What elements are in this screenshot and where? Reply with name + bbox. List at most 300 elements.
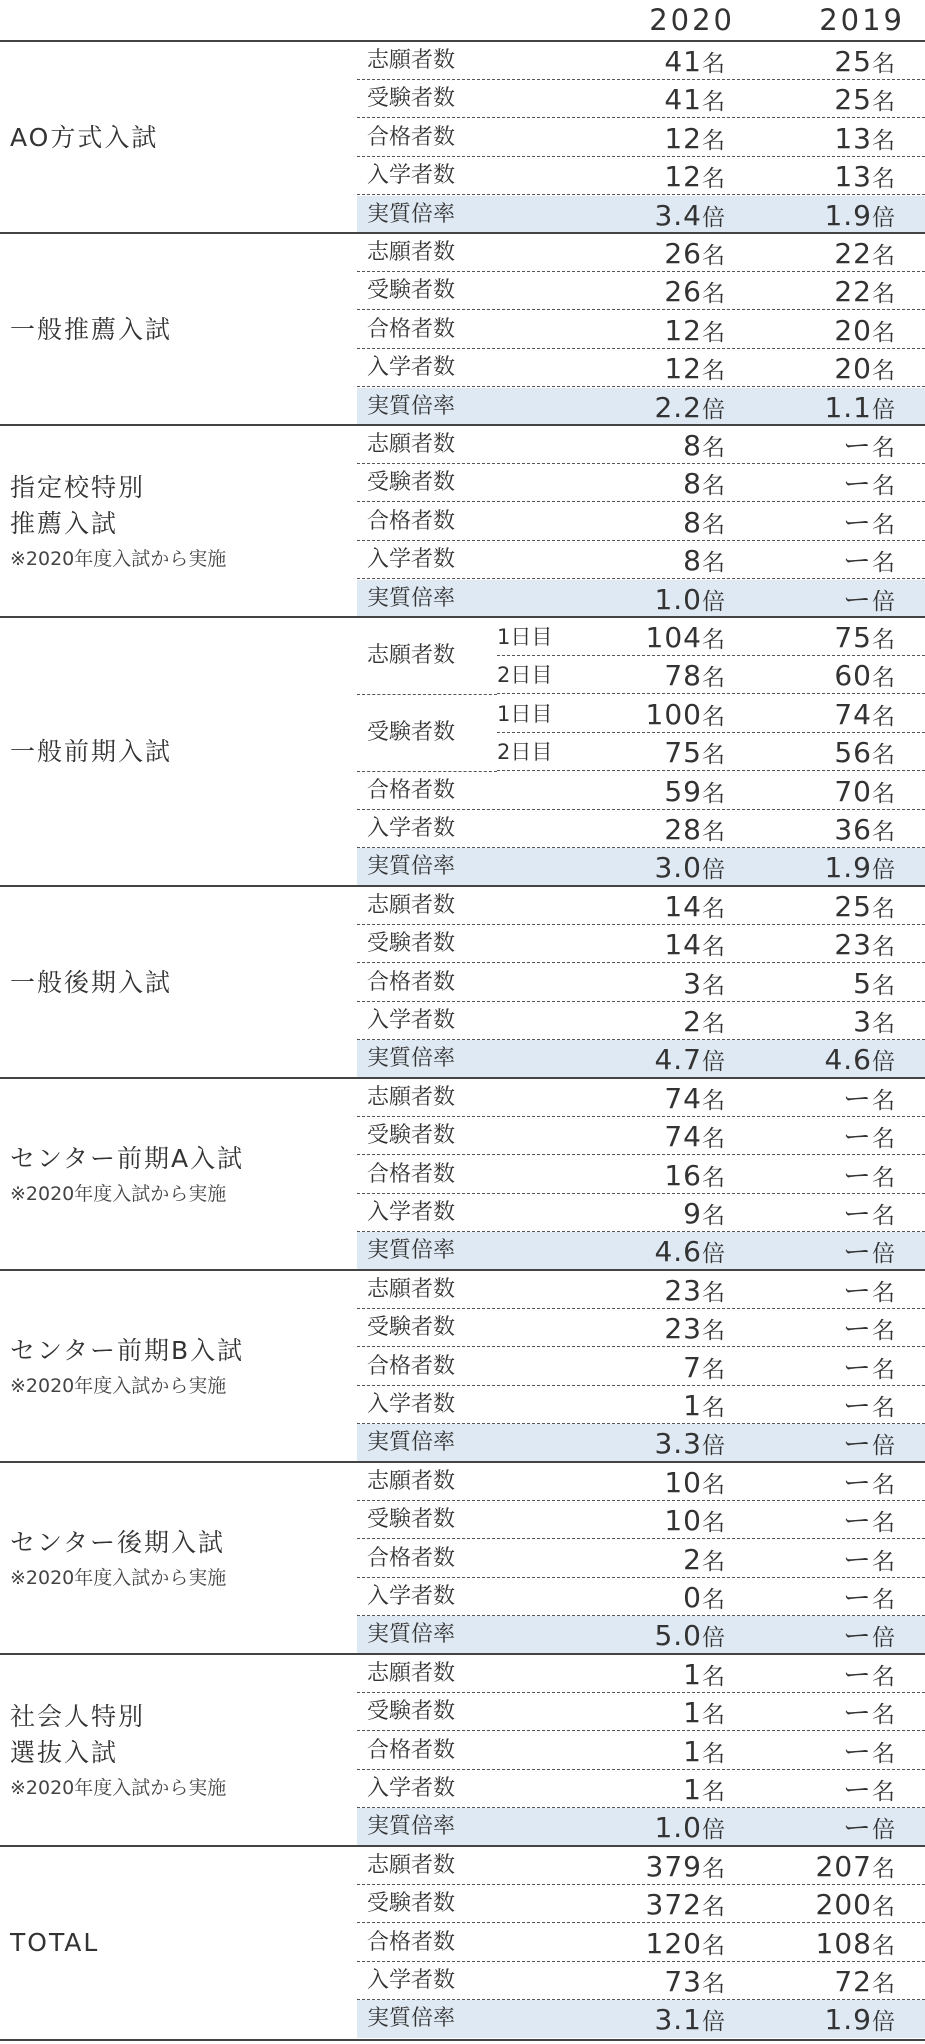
value-2019 <box>735 1578 895 1622</box>
row-label: 志願者数 <box>367 48 456 73</box>
value-number: 16 <box>664 1158 702 1192</box>
table-row <box>357 234 925 272</box>
section-title: 一般前期入試 <box>10 737 173 767</box>
row-label: 受験者数 <box>367 1699 456 1725</box>
value-number: 5.0 <box>654 1619 702 1653</box>
row-label: 受験者数 <box>367 1507 456 1533</box>
table-row <box>357 1770 925 1808</box>
value-2020 <box>525 464 725 508</box>
value-unit: 名 <box>872 1087 895 1114</box>
value-number: 0 <box>683 1580 702 1614</box>
value-number: 108 <box>815 1926 872 1960</box>
section-name <box>10 120 355 156</box>
row-label: 合格者数 <box>367 777 456 803</box>
table-row <box>357 1847 925 1885</box>
value-unit: 名 <box>872 550 895 577</box>
ratio-row <box>357 848 925 886</box>
value-unit: 倍 <box>702 588 725 615</box>
value-unit: 倍 <box>872 857 895 884</box>
section-name <box>10 1699 355 1803</box>
value-unit: 名 <box>872 1394 895 1421</box>
value-unit: 名 <box>702 1702 725 1729</box>
section-title: 指定校特別 <box>10 473 146 502</box>
value-number: 12 <box>664 313 702 347</box>
section <box>0 885 925 1079</box>
value-unit: 倍 <box>702 1433 725 1460</box>
value-number: 26 <box>664 237 702 270</box>
value-number: ー <box>842 1465 872 1499</box>
value-unit: 倍 <box>702 1241 725 1268</box>
section-note: ※2020年度入試から実施 <box>10 1776 227 1799</box>
value-2020 <box>525 1156 725 1200</box>
table-row <box>357 1002 925 1040</box>
value-unit: 名 <box>702 934 725 961</box>
value-unit: 名 <box>702 473 725 500</box>
value-2019 <box>735 1501 895 1545</box>
table-row <box>357 119 925 157</box>
row-label: 志願者数 <box>367 432 456 457</box>
row-label: 合格者数 <box>367 124 456 150</box>
value-2020 <box>525 810 725 854</box>
value-2019 <box>735 695 895 739</box>
value-unit: 名 <box>872 780 895 807</box>
value-unit: 名 <box>872 895 895 922</box>
value-unit: 倍 <box>872 1433 895 1460</box>
day-label: 2日目 <box>497 663 553 688</box>
table-row <box>357 772 925 810</box>
section-name <box>10 734 355 770</box>
value-unit: 名 <box>872 243 895 269</box>
value-2019 <box>735 349 895 393</box>
table-row <box>357 1540 925 1578</box>
day-label: 2日目 <box>497 740 553 765</box>
value-unit: 名 <box>702 1586 725 1613</box>
day-label: 1日目 <box>497 701 553 726</box>
value-2019 <box>735 464 895 508</box>
section-title: 社会人特別 <box>10 1701 146 1731</box>
value-number: ー <box>842 1619 872 1653</box>
value-unit: 名 <box>872 1164 895 1191</box>
value-unit: 名 <box>702 550 725 577</box>
value-number: 59 <box>664 774 702 808</box>
value-2019 <box>735 1847 895 1891</box>
row-label: 受験者数 <box>367 278 456 304</box>
row-label: 受験者数 <box>367 719 456 745</box>
row-label: 志願者数 <box>367 1276 456 1302</box>
value-unit: 名 <box>872 934 895 961</box>
value-number: ー <box>842 1158 872 1192</box>
row-label: 合格者数 <box>367 1737 456 1763</box>
section <box>0 40 925 234</box>
value-2019 <box>735 1655 895 1699</box>
value-2019 <box>735 964 895 1008</box>
value-unit: 名 <box>872 1663 895 1690</box>
value-unit: 名 <box>872 1548 895 1575</box>
value-2019 <box>735 1732 895 1776</box>
value-number: ー <box>842 1580 872 1614</box>
value-2019 <box>735 810 895 854</box>
value-unit: 倍 <box>702 204 725 231</box>
value-number: ー <box>842 1196 872 1230</box>
row-label: 実質倍率 <box>367 1238 456 1264</box>
value-unit: 名 <box>872 1855 895 1882</box>
row-label: 入学者数 <box>367 1007 456 1033</box>
value-number: ー <box>842 1273 872 1307</box>
value-2020 <box>525 1924 725 1968</box>
value-2020 <box>525 503 725 547</box>
value-number: 379 <box>645 1849 702 1883</box>
value-number: 73 <box>664 1964 702 1998</box>
table-row <box>357 964 925 1002</box>
value-2019 <box>735 1463 895 1507</box>
value-number: 75 <box>834 621 872 654</box>
value-2019 <box>735 1079 895 1123</box>
value-number: 14 <box>664 889 702 923</box>
value-2019 <box>735 1002 895 1046</box>
table-row <box>497 695 925 733</box>
value-2020 <box>525 234 725 278</box>
row-label: 入学者数 <box>367 547 456 573</box>
value-unit: 名 <box>702 281 725 308</box>
value-number: ー <box>842 1811 872 1845</box>
value-number: ー <box>842 429 872 462</box>
value-2020 <box>525 119 725 163</box>
value-number: 2 <box>683 1004 702 1038</box>
row-label: 受験者数 <box>367 1891 456 1917</box>
value-2020 <box>525 1463 725 1507</box>
section-name <box>10 1141 355 1209</box>
row-label: 実質倍率 <box>367 2006 456 2032</box>
value-number: 14 <box>664 928 702 962</box>
table-row <box>357 810 925 848</box>
value-2020 <box>525 80 725 124</box>
value-2020 <box>525 887 725 931</box>
value-unit: 倍 <box>702 2009 725 2036</box>
value-2019 <box>735 1117 895 1161</box>
value-2020 <box>525 1540 725 1584</box>
value-unit: 名 <box>872 972 895 999</box>
row-label: 実質倍率 <box>367 201 456 227</box>
value-number: 1 <box>683 1772 702 1806</box>
row-label: 入学者数 <box>367 1775 456 1801</box>
value-number: 5 <box>853 966 872 1000</box>
section-note: ※2020年度入試から実施 <box>10 548 227 570</box>
ratio-row <box>357 2000 925 2038</box>
row-label: 実質倍率 <box>367 585 456 611</box>
value-number: 28 <box>664 813 702 846</box>
ratio-row <box>357 1808 925 1846</box>
value-unit: 名 <box>702 1894 725 1921</box>
value-number: 4.6 <box>824 1043 872 1077</box>
value-unit: 名 <box>872 665 895 692</box>
table-row <box>357 887 925 925</box>
value-unit: 名 <box>702 1855 725 1882</box>
section <box>0 1461 925 1655</box>
value-number: 1.0 <box>654 582 702 616</box>
section-title: センター前期A入試 <box>10 1143 245 1173</box>
value-number: 2 <box>683 1542 702 1576</box>
value-unit: 名 <box>872 627 895 653</box>
value-number: 1 <box>683 1388 702 1422</box>
value-2019 <box>735 42 895 86</box>
row-label: 合格者数 <box>367 1353 456 1379</box>
value-2019 <box>735 1348 895 1392</box>
value-2020 <box>525 1732 725 1776</box>
value-number: 60 <box>834 659 872 693</box>
value-unit: 名 <box>702 1970 725 1997</box>
value-number: 1.0 <box>654 1811 702 1845</box>
grouped-label-cell <box>357 695 497 772</box>
value-2019 <box>735 119 895 163</box>
value-unit: 名 <box>872 166 895 193</box>
grouped-label-cell <box>357 618 497 695</box>
table-row <box>357 1885 925 1923</box>
value-number: 7 <box>683 1350 702 1384</box>
row-label: 受験者数 <box>367 1315 456 1341</box>
value-2019 <box>735 426 895 470</box>
value-unit: 名 <box>702 819 725 845</box>
value-2019 <box>735 656 895 700</box>
value-2020 <box>525 1693 725 1737</box>
value-unit: 名 <box>872 742 895 769</box>
value-number: ー <box>842 1388 872 1422</box>
value-2020 <box>525 541 725 585</box>
year-2019-header: 2019 <box>819 3 905 37</box>
table-row <box>357 1309 925 1347</box>
section <box>0 1269 925 1463</box>
table-row <box>357 541 925 579</box>
row-label: 志願者数 <box>367 1468 456 1494</box>
table-row <box>357 1924 925 1962</box>
row-label: 入学者数 <box>367 1967 456 1993</box>
row-label: 合格者数 <box>367 316 456 342</box>
value-2020 <box>525 925 725 969</box>
value-2019 <box>735 1540 895 1584</box>
value-unit: 名 <box>702 703 725 730</box>
section <box>0 616 925 887</box>
section-title: TOTAL <box>10 1927 100 1957</box>
section-name <box>10 470 355 574</box>
ratio-row <box>357 1040 925 1078</box>
value-number: 1 <box>683 1657 702 1691</box>
value-number: 13 <box>834 121 872 155</box>
value-unit: 名 <box>872 1702 895 1729</box>
value-number: 8 <box>683 467 702 501</box>
value-unit: 名 <box>702 1548 725 1575</box>
year-2020-header: 2020 <box>649 3 735 37</box>
ratio-row <box>357 388 925 426</box>
value-2020 <box>525 1847 725 1891</box>
value-unit: 倍 <box>872 396 895 423</box>
value-2020 <box>525 964 725 1008</box>
section-title: センター後期入試 <box>10 1527 226 1557</box>
value-2019 <box>735 1924 895 1968</box>
value-2020 <box>525 1501 725 1545</box>
row-label: 実質倍率 <box>367 854 456 880</box>
value-number: 74 <box>664 1120 702 1154</box>
value-number: 70 <box>834 774 872 808</box>
table-row <box>357 157 925 195</box>
value-2020 <box>525 1885 725 1929</box>
value-number: ー <box>842 505 872 539</box>
value-number: ー <box>842 1427 872 1461</box>
value-unit: 名 <box>872 511 895 538</box>
value-unit: 名 <box>872 473 895 500</box>
value-unit: 名 <box>702 1932 725 1959</box>
value-2019 <box>735 541 895 585</box>
value-unit: 倍 <box>872 1049 895 1076</box>
row-label: 志願者数 <box>367 240 456 265</box>
value-2019 <box>735 772 895 816</box>
table-row <box>357 1271 925 1309</box>
value-2019 <box>735 618 895 662</box>
row-label: 合格者数 <box>367 1545 456 1571</box>
value-2019 <box>735 1885 895 1929</box>
value-unit: 名 <box>702 1740 725 1767</box>
value-2020 <box>525 349 725 393</box>
value-number: ー <box>842 582 872 616</box>
value-unit: 倍 <box>702 1625 725 1652</box>
value-number: 12 <box>664 121 702 155</box>
value-unit: 名 <box>702 1510 725 1537</box>
section-title: 一般後期入試 <box>10 967 173 997</box>
value-number: 26 <box>664 275 702 309</box>
value-number: 36 <box>834 813 872 846</box>
value-2019 <box>735 311 895 355</box>
value-2020 <box>525 1386 725 1430</box>
section <box>0 232 925 426</box>
table-row <box>357 426 925 464</box>
row-label: 実質倍率 <box>367 1814 456 1840</box>
value-number: 3.3 <box>654 1427 702 1461</box>
value-2019 <box>735 1770 895 1814</box>
value-unit: 倍 <box>702 857 725 884</box>
value-unit: 名 <box>872 1471 895 1498</box>
value-2019 <box>735 887 895 931</box>
ratio-row <box>357 196 925 234</box>
value-unit: 名 <box>702 1356 725 1383</box>
value-2019 <box>735 925 895 969</box>
value-number: 12 <box>664 160 702 194</box>
row-label: 受験者数 <box>367 86 456 112</box>
value-unit: 名 <box>702 1202 725 1229</box>
value-number: ー <box>842 467 872 501</box>
section <box>0 1653 925 1847</box>
value-unit: 名 <box>702 243 725 269</box>
value-number: 120 <box>645 1926 702 1960</box>
value-unit: 名 <box>702 1318 725 1345</box>
value-2020 <box>525 1079 725 1123</box>
value-unit: 名 <box>702 1778 725 1805</box>
value-number: ー <box>842 1504 872 1538</box>
value-2019 <box>735 1962 895 2006</box>
value-unit: 名 <box>872 1356 895 1383</box>
value-number: 78 <box>664 659 702 693</box>
row-label: 実質倍率 <box>367 1046 456 1072</box>
value-unit: 名 <box>872 358 895 385</box>
value-number: 23 <box>664 1273 702 1307</box>
value-number: 25 <box>834 889 872 923</box>
value-number: 74 <box>664 1081 702 1115</box>
value-unit: 名 <box>872 1970 895 1997</box>
value-unit: 倍 <box>702 1049 725 1076</box>
value-unit: 倍 <box>702 396 725 423</box>
value-2020 <box>525 157 725 201</box>
value-number: 25 <box>834 45 872 78</box>
section-title: センター前期B入試 <box>10 1335 245 1365</box>
table-row <box>357 1732 925 1770</box>
value-number: 1 <box>683 1696 702 1730</box>
section <box>0 424 925 618</box>
value-2019 <box>735 80 895 124</box>
value-unit: 倍 <box>872 1241 895 1268</box>
value-2020 <box>525 2000 725 2044</box>
value-2019 <box>735 1271 895 1315</box>
value-number: 4.7 <box>654 1043 702 1077</box>
value-number: 13 <box>834 160 872 194</box>
value-number: 20 <box>834 352 872 386</box>
ratio-row <box>357 1232 925 1270</box>
value-2020 <box>525 1655 725 1699</box>
section-note: ※2020年度入試から実施 <box>10 1182 227 1205</box>
value-2020 <box>525 1271 725 1315</box>
table-row <box>357 1079 925 1117</box>
value-number: 8 <box>683 429 702 462</box>
value-unit: 名 <box>702 435 725 461</box>
value-unit: 名 <box>872 1778 895 1805</box>
value-2019 <box>735 1386 895 1430</box>
row-label: 入学者数 <box>367 1391 456 1417</box>
section <box>0 1845 925 2041</box>
value-2019 <box>735 272 895 316</box>
ratio-row <box>357 580 925 618</box>
value-unit: 名 <box>872 1740 895 1767</box>
ratio-row <box>357 1424 925 1462</box>
value-number: 1.9 <box>824 851 872 885</box>
value-2020 <box>525 1194 725 1238</box>
value-2020 <box>525 272 725 316</box>
value-unit: 名 <box>872 51 895 77</box>
table-row <box>357 1578 925 1616</box>
value-2020 <box>525 1002 725 1046</box>
value-unit: 名 <box>702 511 725 538</box>
value-unit: 名 <box>702 319 725 346</box>
value-2020 <box>525 656 725 700</box>
value-number: 3.0 <box>654 851 702 885</box>
value-number: 9 <box>683 1196 702 1230</box>
row-label: 実質倍率 <box>367 1430 456 1456</box>
row-label: 入学者数 <box>367 355 456 381</box>
value-number: 41 <box>664 83 702 117</box>
value-2020 <box>525 1578 725 1622</box>
value-2020 <box>525 42 725 86</box>
value-number: 25 <box>834 83 872 117</box>
row-label: 志願者数 <box>367 1084 456 1110</box>
section-name <box>10 1925 355 1961</box>
value-number: ー <box>842 1542 872 1576</box>
value-number: 8 <box>683 544 702 578</box>
value-number: 10 <box>664 1504 702 1538</box>
value-number: 3.1 <box>654 2003 702 2037</box>
value-number: ー <box>842 1734 872 1768</box>
value-2020 <box>525 1770 725 1814</box>
value-unit: 名 <box>702 1126 725 1153</box>
table-row <box>357 80 925 118</box>
value-number: 3 <box>683 966 702 1000</box>
value-unit: 名 <box>872 1894 895 1921</box>
value-number: 22 <box>834 275 872 309</box>
value-number: ー <box>842 1696 872 1730</box>
